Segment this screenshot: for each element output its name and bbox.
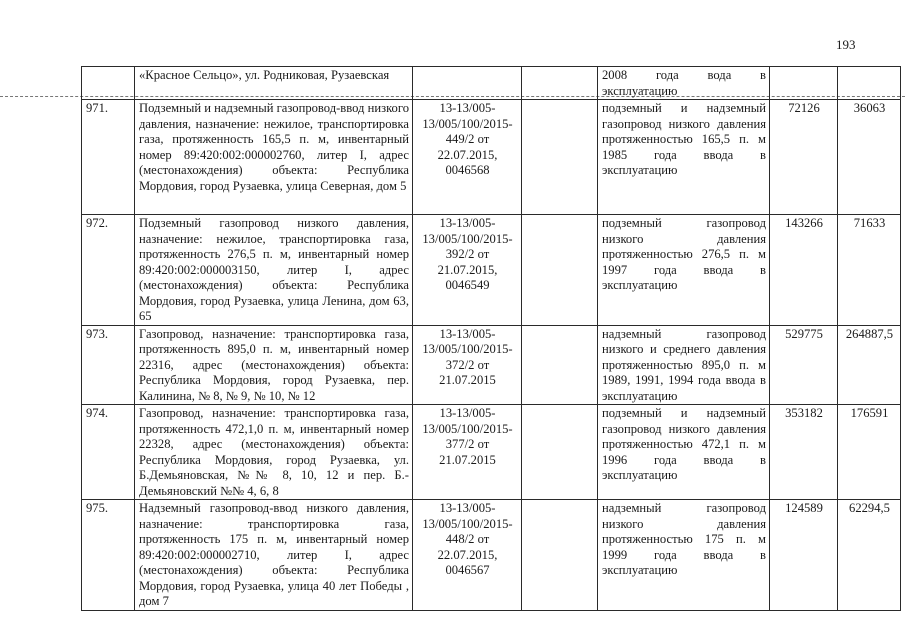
cell-residual-cost: 264887,5 — [838, 325, 901, 405]
registration-line: 21.07.2015 — [439, 373, 496, 387]
cell-number: 975. — [82, 500, 135, 611]
cell-cost: 143266 — [770, 215, 838, 326]
cell-characteristics: подземный газопровод низкого давления протяженностью 276,5 п. м 1997 года ввода в эксплуатацию — [598, 215, 770, 326]
cell-empty — [522, 215, 598, 326]
registration-line: 13/005/100/2015- — [422, 421, 513, 436]
cell-empty — [522, 67, 598, 100]
registration-line: 22.07.2015, — [437, 547, 498, 562]
cell-registration — [413, 100, 522, 215]
cell-cost: 529775 — [770, 325, 838, 405]
registration-line: 377/2 от — [445, 437, 490, 451]
registration-line: 13-13/005- — [439, 216, 496, 230]
table-row — [82, 405, 901, 500]
registration-line: 13-13/005- — [439, 501, 496, 515]
cell-empty — [522, 500, 598, 611]
cell-description: Подземный и надземный газопровод-ввод низкого давления, назначение: нежилое, транспортировка газа, протяженность 165,5 п. м, инвентарный номер 89:420:002:000002760, литер I, адрес (местонахождения) объекта: Республика Мордовия, город Рузаевка, улица Северная, дом 5 — [135, 100, 413, 215]
property-registry-table — [81, 66, 901, 611]
cell-cost: 353182 — [770, 405, 838, 500]
table-row — [82, 215, 901, 326]
cell-description: Подземный газопровод низкого давления, назначение: нежилое, транспортировка газа, протяженность 276,5 п. м, инвентарный номер 89:420:002:000003150, литер I, адрес (местонахождения) объекта: Республика Мордовия, город Рузаевка, улица Ленина, дом 63, 65 — [135, 215, 413, 326]
cell-registration — [413, 500, 522, 611]
cell-description: Надземный газопровод-ввод низкого давления, назначение: транспортировка газа, протяженность 175 п. м, инвентарный номер 89:420:002:000002710, литер I, адрес (местонахождения) объекта: Республика Мордовия, город Рузаевка, улица 40 лет Победы , дом 7 — [135, 500, 413, 611]
registration-line: 13-13/005- — [439, 406, 496, 420]
page-number: 193 — [836, 37, 856, 52]
cell-characteristics: подземный и надземный газопровод низкого давления протяженностью 472,1 п. м 1996 года ввода в эксплуатацию — [598, 405, 770, 500]
registration-line: 13/005/100/2015- — [422, 342, 513, 356]
cell-number: 973. — [82, 325, 135, 405]
registration-line: 448/2 от — [445, 532, 490, 546]
registration-line: 0046549 — [445, 278, 490, 292]
cell-residual-cost: 62294,5 — [838, 500, 901, 611]
cell-registration — [413, 405, 522, 500]
cell-description: Газопровод, назначение: транспортировка газа, протяженность 895,0 п. м, инвентарный номер 22316, адрес (местонахождения) объекта: Республика Мордовия, город Рузаевка, пер. Калинина, № 8, № 9, № 10, № 12 — [135, 325, 413, 405]
cell-description: Газопровод, назначение: транспортировка газа, протяженность 472,1,0 п. м, инвентарный номер 22328, адрес (местонахождения) объекта: Республика Мордовия, город Рузаевка, ул. Б.Демьяновская, №№ 8, 10, 12 и пер. Б.-Демьяновский №№ 4, 6, 8 — [135, 405, 413, 500]
cell-empty — [522, 405, 598, 500]
cell-residual-cost — [838, 67, 901, 100]
cell-registration — [413, 215, 522, 326]
cell-cost: 124589 — [770, 500, 838, 611]
cell-empty — [522, 325, 598, 405]
table-row-continuation — [82, 67, 901, 100]
registration-line: 392/2 от — [445, 247, 490, 261]
cell-cost: 72126 — [770, 100, 838, 215]
cell-empty — [522, 100, 598, 215]
registration-line: 21.07.2015 — [439, 452, 496, 467]
cell-registration — [413, 67, 522, 100]
cell-characteristics: 2008 года вода в эксплуатацию — [598, 67, 770, 100]
cell-residual-cost: 36063 — [838, 100, 901, 215]
cell-cost — [770, 67, 838, 100]
registration-line: 13-13/005- — [439, 101, 496, 115]
table-row — [82, 325, 901, 405]
cell-number: 974. — [82, 405, 135, 500]
registration-line: 21.07.2015, — [437, 262, 498, 277]
registration-line: 0046568 — [445, 163, 490, 177]
registration-line: 372/2 от — [445, 357, 490, 372]
registration-line: 13/005/100/2015- — [422, 116, 513, 131]
cell-residual-cost: 176591 — [838, 405, 901, 500]
cell-characteristics: надземный газопровод низкого давления протяженностью 175 п. м 1999 года ввода в эксплуатацию — [598, 500, 770, 611]
registration-line: 0046567 — [445, 563, 490, 577]
cell-number: 972. — [82, 215, 135, 326]
registration-line: 13/005/100/2015- — [422, 516, 513, 531]
registration-line: 22.07.2015, — [437, 147, 498, 162]
table-row — [82, 500, 901, 611]
cell-registration — [413, 325, 522, 405]
cell-number — [82, 67, 135, 100]
cell-characteristics: надземный газопровод низкого и среднего давления протяженностью 895,0 п. м 1989, 1991, 1994 года ввода в эксплуатацию — [598, 325, 770, 405]
cell-characteristics: подземный и надземный газопровод низкого давления протяженностью 165,5 п. м 1985 года ввода в эксплуатацию — [598, 100, 770, 215]
cell-number: 971. — [82, 100, 135, 215]
cell-residual-cost: 71633 — [838, 215, 901, 326]
registration-line: 13/005/100/2015- — [422, 231, 513, 246]
cell-description: «Красное Сельцо», ул. Родниковая, Рузаевская — [135, 67, 413, 100]
registration-line: 13-13/005- — [439, 326, 496, 341]
registration-line: 449/2 от — [445, 132, 490, 146]
table-row — [82, 100, 901, 215]
